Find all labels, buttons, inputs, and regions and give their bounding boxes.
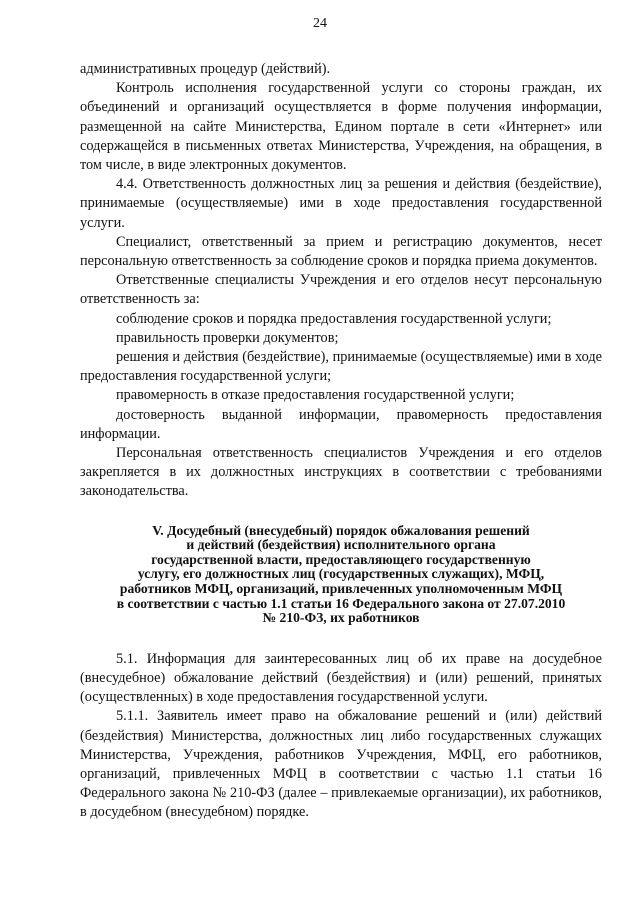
- paragraph: Контроль исполнения государственной услуги со стороны граждан, их объединений и организаций осуществляется в форме получения информации, размещенной на сайте Министерства, Едином портале в сети «Интернет» или содержащейся в письменных ответах Министерства, Учреждения, на обращения, в том числе, в виде электронных документов.: [80, 80, 602, 174]
- paragraph: 5.1.1. Заявитель имеет право на обжалование решений и (или) действий (бездействия) Министерства, должностных лиц либо государственных служащих Министерства, Учреждения, работников Учреждения, МФЦ, его работников, организаций, привлеченных МФЦ в соответствии с частью 1.1 статьи 16 Федерального закона № 210-ФЗ (далее – привлекаемые организации), их работников, в досудебном (внесудебном) порядке.: [80, 708, 602, 821]
- section-heading-line: в соответствии с частью 1.1 статьи 16 Федерального закона от 27.07.2010: [116, 595, 566, 611]
- list-item: решения и действия (бездействие), принимаемые (осуществляемые) ими в ходе предоставления государственной услуги;: [80, 349, 602, 385]
- list-item: достоверность выданной информации, правомерность предоставления информации.: [80, 406, 602, 442]
- section-heading-line: работников МФЦ, организаций, привлеченных уполномоченным МФЦ: [119, 581, 563, 597]
- list-item: правомерность в отказе предоставления государственной услуги;: [116, 387, 515, 404]
- section-heading-line: V. Досудебный (внесудебный) порядок обжалования решений: [152, 522, 530, 538]
- list-item: правильность проверки документов;: [116, 329, 339, 346]
- section-heading-line: услугу, его должностных лиц (государственных служащих), МФЦ,: [137, 566, 545, 582]
- page-number: 24: [313, 16, 327, 31]
- paragraph: административных процедур (действий).: [80, 61, 331, 77]
- section-heading: [80, 524, 602, 626]
- list-item: соблюдение сроков и порядка предоставления государственной услуги;: [116, 310, 552, 327]
- paragraph: Ответственные специалисты Учреждения и его отделов несут персональную ответственность за:: [80, 272, 602, 308]
- section-heading-line: государственной власти, предоставляющего государственную: [151, 551, 531, 567]
- paragraph: 4.4. Ответственность должностных лиц за решения и действия (бездействие), принимаемые (осуществляемые) ими в ходе предоставления государственной услуги.: [80, 176, 602, 231]
- paragraph: 5.1. Информация для заинтересованных лиц об их праве на досудебное (внесудебное) обжалование действий (бездействия) и (или) решений, принятых (осуществленных) в ходе предоставления государственной услуги.: [80, 650, 602, 706]
- document-body: [80, 60, 602, 823]
- paragraph: Специалист, ответственный за прием и регистрацию документов, несет персональную ответственность за соблюдение сроков и порядка приема документов.: [80, 233, 602, 270]
- paragraph: Персональная ответственность специалистов Учреждения и его отделов закрепляется в их должностных инструкциях в соответствии с требованиями законодательства.: [80, 445, 602, 500]
- section-heading-line: № 210-ФЗ, их работников: [262, 610, 420, 626]
- section-heading-line: и действий (бездействия) исполнительного органа: [186, 537, 496, 553]
